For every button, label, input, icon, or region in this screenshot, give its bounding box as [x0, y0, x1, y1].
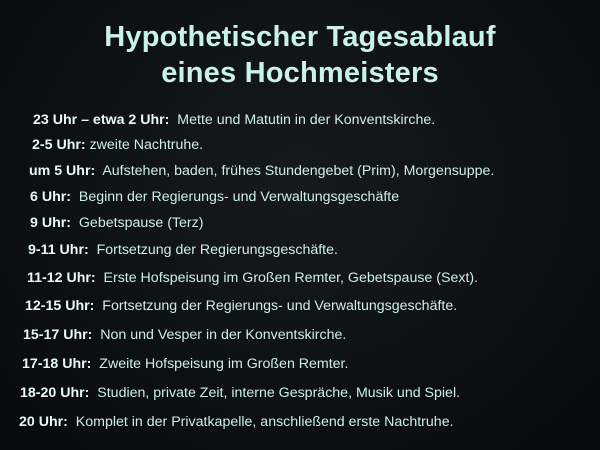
- schedule-entry: [30, 214, 203, 232]
- schedule-activity: Fortsetzung der Regierungs- und Verwaltungsgeschäfte.: [102, 298, 458, 314]
- slide-title-line-2: eines Hochmeisters: [161, 57, 439, 89]
- schedule-time: 11-12 Uhr:: [27, 270, 96, 286]
- schedule-entry: [33, 111, 435, 129]
- schedule-entry: [25, 297, 457, 315]
- schedule-activity: Gebetspause (Terz): [78, 215, 204, 231]
- schedule-activity: Studien, private Zeit, interne Gespräche, Musik und Spiel.: [97, 385, 461, 401]
- schedule-time: 17-18 Uhr:: [22, 356, 92, 372]
- slide-title-line-1: Hypothetischer Tagesablauf: [104, 21, 496, 53]
- schedule-time: 6 Uhr:: [30, 189, 71, 205]
- schedule-time: 9-11 Uhr:: [28, 242, 89, 258]
- schedule-entry: [30, 188, 399, 206]
- schedule-entry: [29, 162, 494, 180]
- schedule-activity: Aufstehen, baden, frühes Stundengebet (Prim), Morgensuppe.: [102, 163, 495, 179]
- schedule-activity: Non und Vesper in der Konventskirche.: [100, 327, 347, 343]
- schedule-entry: [19, 413, 454, 431]
- schedule-activity: Beginn der Regierungs- und Verwaltungsgeschäfte: [78, 189, 400, 205]
- schedule-entry: [32, 136, 203, 154]
- schedule-entry: [28, 241, 338, 259]
- schedule-time: um 5 Uhr:: [29, 163, 96, 179]
- schedule-time: 9 Uhr:: [30, 215, 71, 231]
- schedule-time: 23 Uhr – etwa 2 Uhr:: [33, 112, 170, 128]
- schedule-entry: [20, 384, 460, 402]
- schedule-activity: Mette und Matutin in der Konventskirche.: [177, 112, 436, 128]
- schedule-activity: Erste Hofspeisung im Großen Remter, Gebetspause (Sext).: [103, 270, 479, 286]
- schedule-time: 15-17 Uhr:: [23, 327, 93, 343]
- schedule-entry: [22, 355, 348, 373]
- schedule-entry: [27, 269, 478, 287]
- schedule-time: 20 Uhr:: [19, 414, 68, 430]
- schedule-time: 2-5 Uhr:: [32, 137, 86, 153]
- schedule-time: 18-20 Uhr:: [20, 385, 90, 401]
- schedule-time: 12-15 Uhr:: [25, 298, 95, 314]
- schedule-activity: zweite Nachtruhe.: [89, 137, 204, 153]
- schedule-activity: Komplet in der Privatkapelle, anschließend erste Nachtruhe.: [75, 414, 454, 430]
- schedule-entry: [23, 326, 346, 344]
- schedule-activity: Fortsetzung der Regierungsgeschäfte.: [96, 242, 338, 258]
- schedule-activity: Zweite Hofspeisung im Großen Remter.: [99, 356, 349, 372]
